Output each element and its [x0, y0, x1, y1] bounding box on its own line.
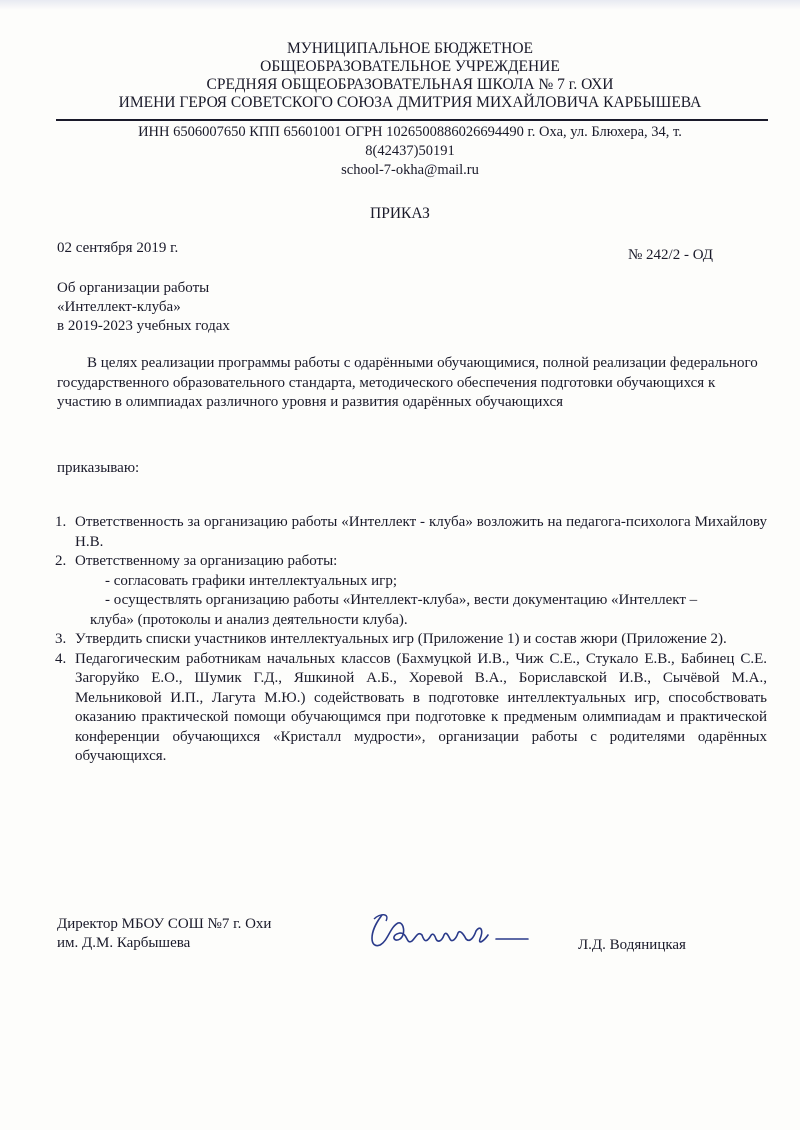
subject-line: в 2019-2023 учебных годах	[57, 318, 230, 334]
header-line: ИМЕНИ ГЕРОЯ СОВЕТСКОГО СОЮЗА ДМИТРИЯ МИХАЙЛОВИЧА КАРБЫШЕВА	[118, 94, 702, 111]
item-text: Ответственному за организацию работы:	[75, 553, 338, 569]
header-line: СРЕДНЯЯ ОБЩЕОБРАЗОВАТЕЛЬНАЯ ШКОЛА № 7 г. ОХИ	[206, 76, 614, 93]
item-subpoint: - осуществлять организацию работы «Интеллект-клуба», вести документацию «Интеллект –	[105, 592, 698, 608]
order-items	[55, 513, 767, 767]
signatory-name: Л.Д. Водяницкая	[578, 937, 686, 953]
scan-edge	[0, 0, 800, 10]
item-number: 1.	[55, 514, 67, 530]
signatory-position	[57, 915, 271, 953]
order-word: приказываю:	[57, 460, 140, 476]
item-number: 2.	[55, 553, 67, 569]
school-requisites	[60, 123, 760, 180]
order-item	[55, 513, 767, 552]
order-item	[55, 630, 767, 650]
header-line: МУНИЦИПАЛЬНОЕ БЮДЖЕТНОЕ	[287, 40, 533, 57]
item-subpoint-continuation: клуба» (протоколы и анализ деятельности клуба).	[90, 611, 408, 628]
requisites-line: ИНН 6506007650 КПП 65601001 ОГРН 1026500886026694490 г. Оха, ул. Блюхера, 34, т.	[138, 124, 682, 140]
document-date: 02 сентября 2019 г.	[57, 240, 179, 256]
document-subject	[57, 279, 230, 336]
order-item	[55, 552, 767, 630]
position-line: им. Д.М. Карбышева	[57, 935, 191, 951]
subject-line: «Интеллект-клуба»	[57, 299, 181, 315]
requisites-line: 8(42437)50191	[365, 143, 455, 159]
document-title: ПРИКАЗ	[370, 205, 430, 222]
school-header	[60, 40, 760, 112]
subject-line: Об организации работы	[57, 280, 210, 296]
item-subpoint: - согласовать графики интеллектуальных игр;	[105, 572, 397, 589]
position-line: Директор МБОУ СОШ №7 г. Охи	[57, 916, 272, 932]
email-address: school-7-okha@mail.ru	[341, 162, 479, 178]
item-number: 3.	[55, 631, 67, 647]
item-text: Педагогическим работникам начальных классов (Бахмуцкой И.В., Чиж С.Е., Стукало Е.В., Бабинец С.Е. Загоруйко Е.О., Шумик Г.Д., Яшкиной А.Б., Хоревой В.А., Бориславской И.В., Сычёвой М.А., Мельниковой И.П., Лагута М.Ю.) содействовать в подготовке интеллектуальных игр, способствовать оказанию практической помощи обучающимся при подготовке к предменым олимпиадам и практической конференции обучающихся «Кристалл мудрости», организации работы с родителями одарённых обучающихся.	[75, 650, 767, 764]
header-line: ОБЩЕОБРАЗОВАТЕЛЬНОЕ УЧРЕЖДЕНИЕ	[260, 58, 560, 75]
header-divider	[56, 119, 768, 121]
handwritten-signature	[360, 905, 540, 965]
item-text: Ответственность за организацию работы «Интеллект - клуба» возложить на педагога-психолога Михайлову Н.В.	[75, 514, 767, 550]
item-text: Утвердить списки участников интеллектуальных игр (Приложение 1) и состав жюри (Приложение 2).	[75, 631, 727, 647]
order-item	[55, 650, 767, 767]
document-number: № 242/2 - ОД	[628, 247, 714, 263]
preamble-paragraph: В целях реализации программы работы с одарёнными обучающимися, полной реализации федерального государственного образовательного стандарта, методического обеспечения подготовки обучающихся к участию в олимпиадах различного уровня и развития одарённых обучающихся	[57, 355, 758, 410]
item-number: 4.	[55, 650, 67, 667]
